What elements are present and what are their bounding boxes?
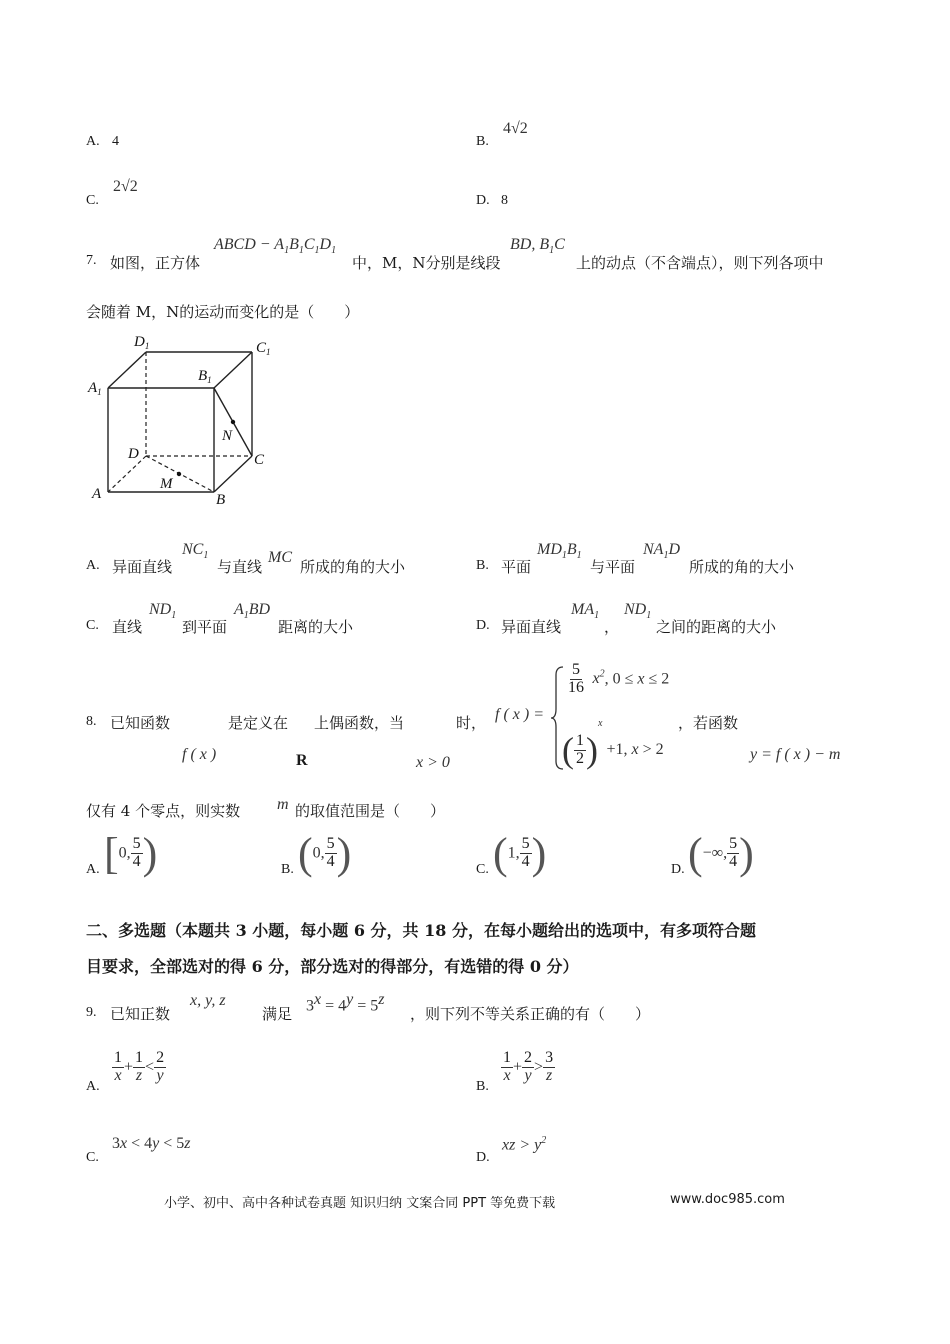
- q8-text-7: 的取值范围是（ ）: [295, 802, 446, 820]
- q7-option-b-math-2: $NA_1D$: [643, 541, 681, 562]
- q8-text-5: ，若函数: [678, 714, 739, 732]
- q7-option-a-math-2: MC: [268, 549, 292, 566]
- q8-math-m: m: [277, 796, 289, 813]
- point-m: [177, 472, 181, 476]
- q7-option-c-math-1: $ND_1$: [149, 601, 177, 622]
- svg-text:B: B: [216, 492, 226, 508]
- svg-text:A: A: [92, 486, 102, 502]
- q7-option-d-math-2: $ND_1$: [624, 601, 652, 622]
- q8-option-a-math: [0, $\frac{5}{4}$ ): [104, 829, 158, 878]
- q7-text-4: 会随着 M，N的运动而变化的是（ ）: [86, 303, 360, 321]
- q8-option-d-math: (−∞, $\frac{5}{4}$ ): [688, 829, 754, 878]
- q9-math-vars: x, y, z: [190, 992, 226, 1009]
- section-2-heading-line-1: 二、多选题（本题共 3 小题，每小题 6 分，共 18 分，在每小题给出的选项中，有多项符合题: [86, 921, 756, 940]
- q7-option-c-text-3: 距离的大小: [278, 618, 354, 636]
- svg-text:B1: $B_1$: [198, 368, 212, 385]
- svg-text:N: N: [222, 428, 233, 444]
- q7-option-b-text-1: 平面: [501, 558, 532, 576]
- q7-text-2: 中，M，N分别是线段: [352, 254, 501, 272]
- q8-math-x-gt-0: x > 0: [416, 754, 450, 771]
- q8-math-piecewise-lhs: f ( x ) =: [495, 706, 544, 723]
- q9-text-1: 已知正数: [110, 1005, 171, 1023]
- q7-option-b-text-3: 所成的角的大小: [689, 558, 795, 576]
- q9-option-a-math: $\frac{1}{x}$ + $\frac{1}{z}$ < $\frac{2}{y}$: [114, 1049, 165, 1084]
- q7-option-d-text-3: 之间的距离的大小: [656, 618, 777, 636]
- q7-option-b-math-1: $MD_1B_1$: [537, 541, 582, 562]
- q8-option-a-label: A.: [86, 862, 100, 877]
- q6-option-d-value: 8: [501, 193, 508, 208]
- q9-option-c-math: 3x < 4y < 5z: [112, 1135, 191, 1152]
- cube-figure: [86, 332, 286, 514]
- svg-text:D1: $D_1$: [134, 334, 150, 351]
- q6-option-b-value: 4√2: [503, 120, 528, 137]
- section-2-heading-line-2: 目要求，全部选对的得 6 分，部分选对的得部分，有选错的得 0 分）: [86, 957, 579, 976]
- q8-number: 8.: [86, 714, 97, 729]
- q8-option-b-math: (0, $\frac{5}{4}$ ): [298, 829, 352, 878]
- q7-option-c-math-2: $A_1BD$: [234, 601, 271, 622]
- q8-math-r: R: [296, 752, 308, 769]
- q8-text-3: 上偶函数，当: [314, 714, 405, 732]
- q9-text-2: 满足: [262, 1005, 293, 1023]
- q7-option-d-label: D.: [476, 618, 490, 633]
- q8-piece-2: ( $\frac{1}{2}$ )$^x$ +1, x > 2: [562, 718, 664, 770]
- q7-option-b-text-2: 与平面: [590, 558, 636, 576]
- q9-option-d-math: xz > $y^2$: [502, 1135, 547, 1154]
- q8-math-fx: f ( x ): [182, 746, 217, 763]
- q9-option-b-label: B.: [476, 1079, 489, 1094]
- q6-option-a-label: A.: [86, 134, 100, 149]
- q9-number: 9.: [86, 1005, 97, 1020]
- q6-option-b-label: B.: [476, 134, 489, 149]
- q7-option-c-label: C.: [86, 618, 99, 633]
- svg-text:M: M: [160, 476, 173, 492]
- q7-option-c-text-1: 直线: [112, 618, 143, 636]
- q7-option-d-text-1: 异面直线: [501, 618, 562, 636]
- q7-text-3: 上的动点（不含端点），则下列各项中: [576, 254, 824, 272]
- q7-option-d-text-2: ，: [604, 618, 620, 636]
- q7-option-a-math-1: $NC_1$: [182, 541, 209, 562]
- q6-option-c-label: C.: [86, 193, 99, 208]
- q7-option-a-label: A.: [86, 558, 100, 573]
- q8-piece-1: $\frac{5}{16}$ $x^2$, 0 ≤ x ≤ 2: [568, 661, 670, 696]
- q7-option-c-text-2: 到平面: [182, 618, 228, 636]
- q8-text-4: 时，: [456, 714, 487, 732]
- q7-option-b-label: B.: [476, 558, 489, 573]
- q9-option-b-math: $\frac{1}{x}$ + $\frac{2}{y}$ > $\frac{3}{z}$: [503, 1049, 554, 1084]
- q8-option-c-label: C.: [476, 862, 489, 877]
- q7-cube-name: ABCD − $A_1B_1C_1D_1$: [214, 236, 337, 257]
- q8-option-c-math: (1, $\frac{5}{4}$ ): [493, 829, 547, 878]
- q6-option-d-label: D.: [476, 193, 490, 208]
- q9-math-condition: $3^x = 4^y = 5^z$: [306, 991, 385, 1015]
- point-n: [231, 420, 235, 424]
- q8-text-6: 仅有 4 个零点，则实数: [86, 802, 241, 820]
- q8-text-2: 是定义在: [228, 714, 289, 732]
- svg-text:C: C: [254, 452, 265, 468]
- q9-option-d-label: D.: [476, 1150, 490, 1165]
- q7-option-a-text-2: 与直线: [217, 558, 263, 576]
- q8-text-1: 已知函数: [110, 714, 171, 732]
- q8-option-d-label: D.: [671, 862, 685, 877]
- q9-text-3: ，则下列不等关系正确的有（ ）: [410, 1005, 651, 1023]
- q7-text-1: 如图，正方体: [110, 254, 201, 272]
- q8-option-b-label: B.: [281, 862, 294, 877]
- q7-segments: BD, $B_1C$: [510, 236, 565, 257]
- q9-option-a-label: A.: [86, 1079, 100, 1094]
- footer-url[interactable]: www.doc985.com: [670, 1192, 785, 1207]
- q6-option-a-value: 4: [112, 134, 119, 149]
- q6-option-c-value: 2√2: [113, 178, 138, 195]
- q7-option-a-text-3: 所成的角的大小: [300, 558, 406, 576]
- q7-option-a-text-1: 异面直线: [112, 558, 173, 576]
- q8-math-y: y = f ( x ) − m: [750, 746, 841, 763]
- footer-text: 小学、初中、高中各种试卷真题 知识归纳 文案合同 PPT 等免费下载: [164, 1196, 556, 1211]
- q9-option-c-label: C.: [86, 1150, 99, 1165]
- svg-text:C1: $C_1$: [256, 340, 271, 357]
- q7-number: 7.: [86, 253, 97, 268]
- svg-text:A1: $A_1$: [88, 380, 102, 397]
- svg-text:D: D: [128, 446, 139, 462]
- q7-option-d-math-1: $MA_1$: [571, 601, 600, 622]
